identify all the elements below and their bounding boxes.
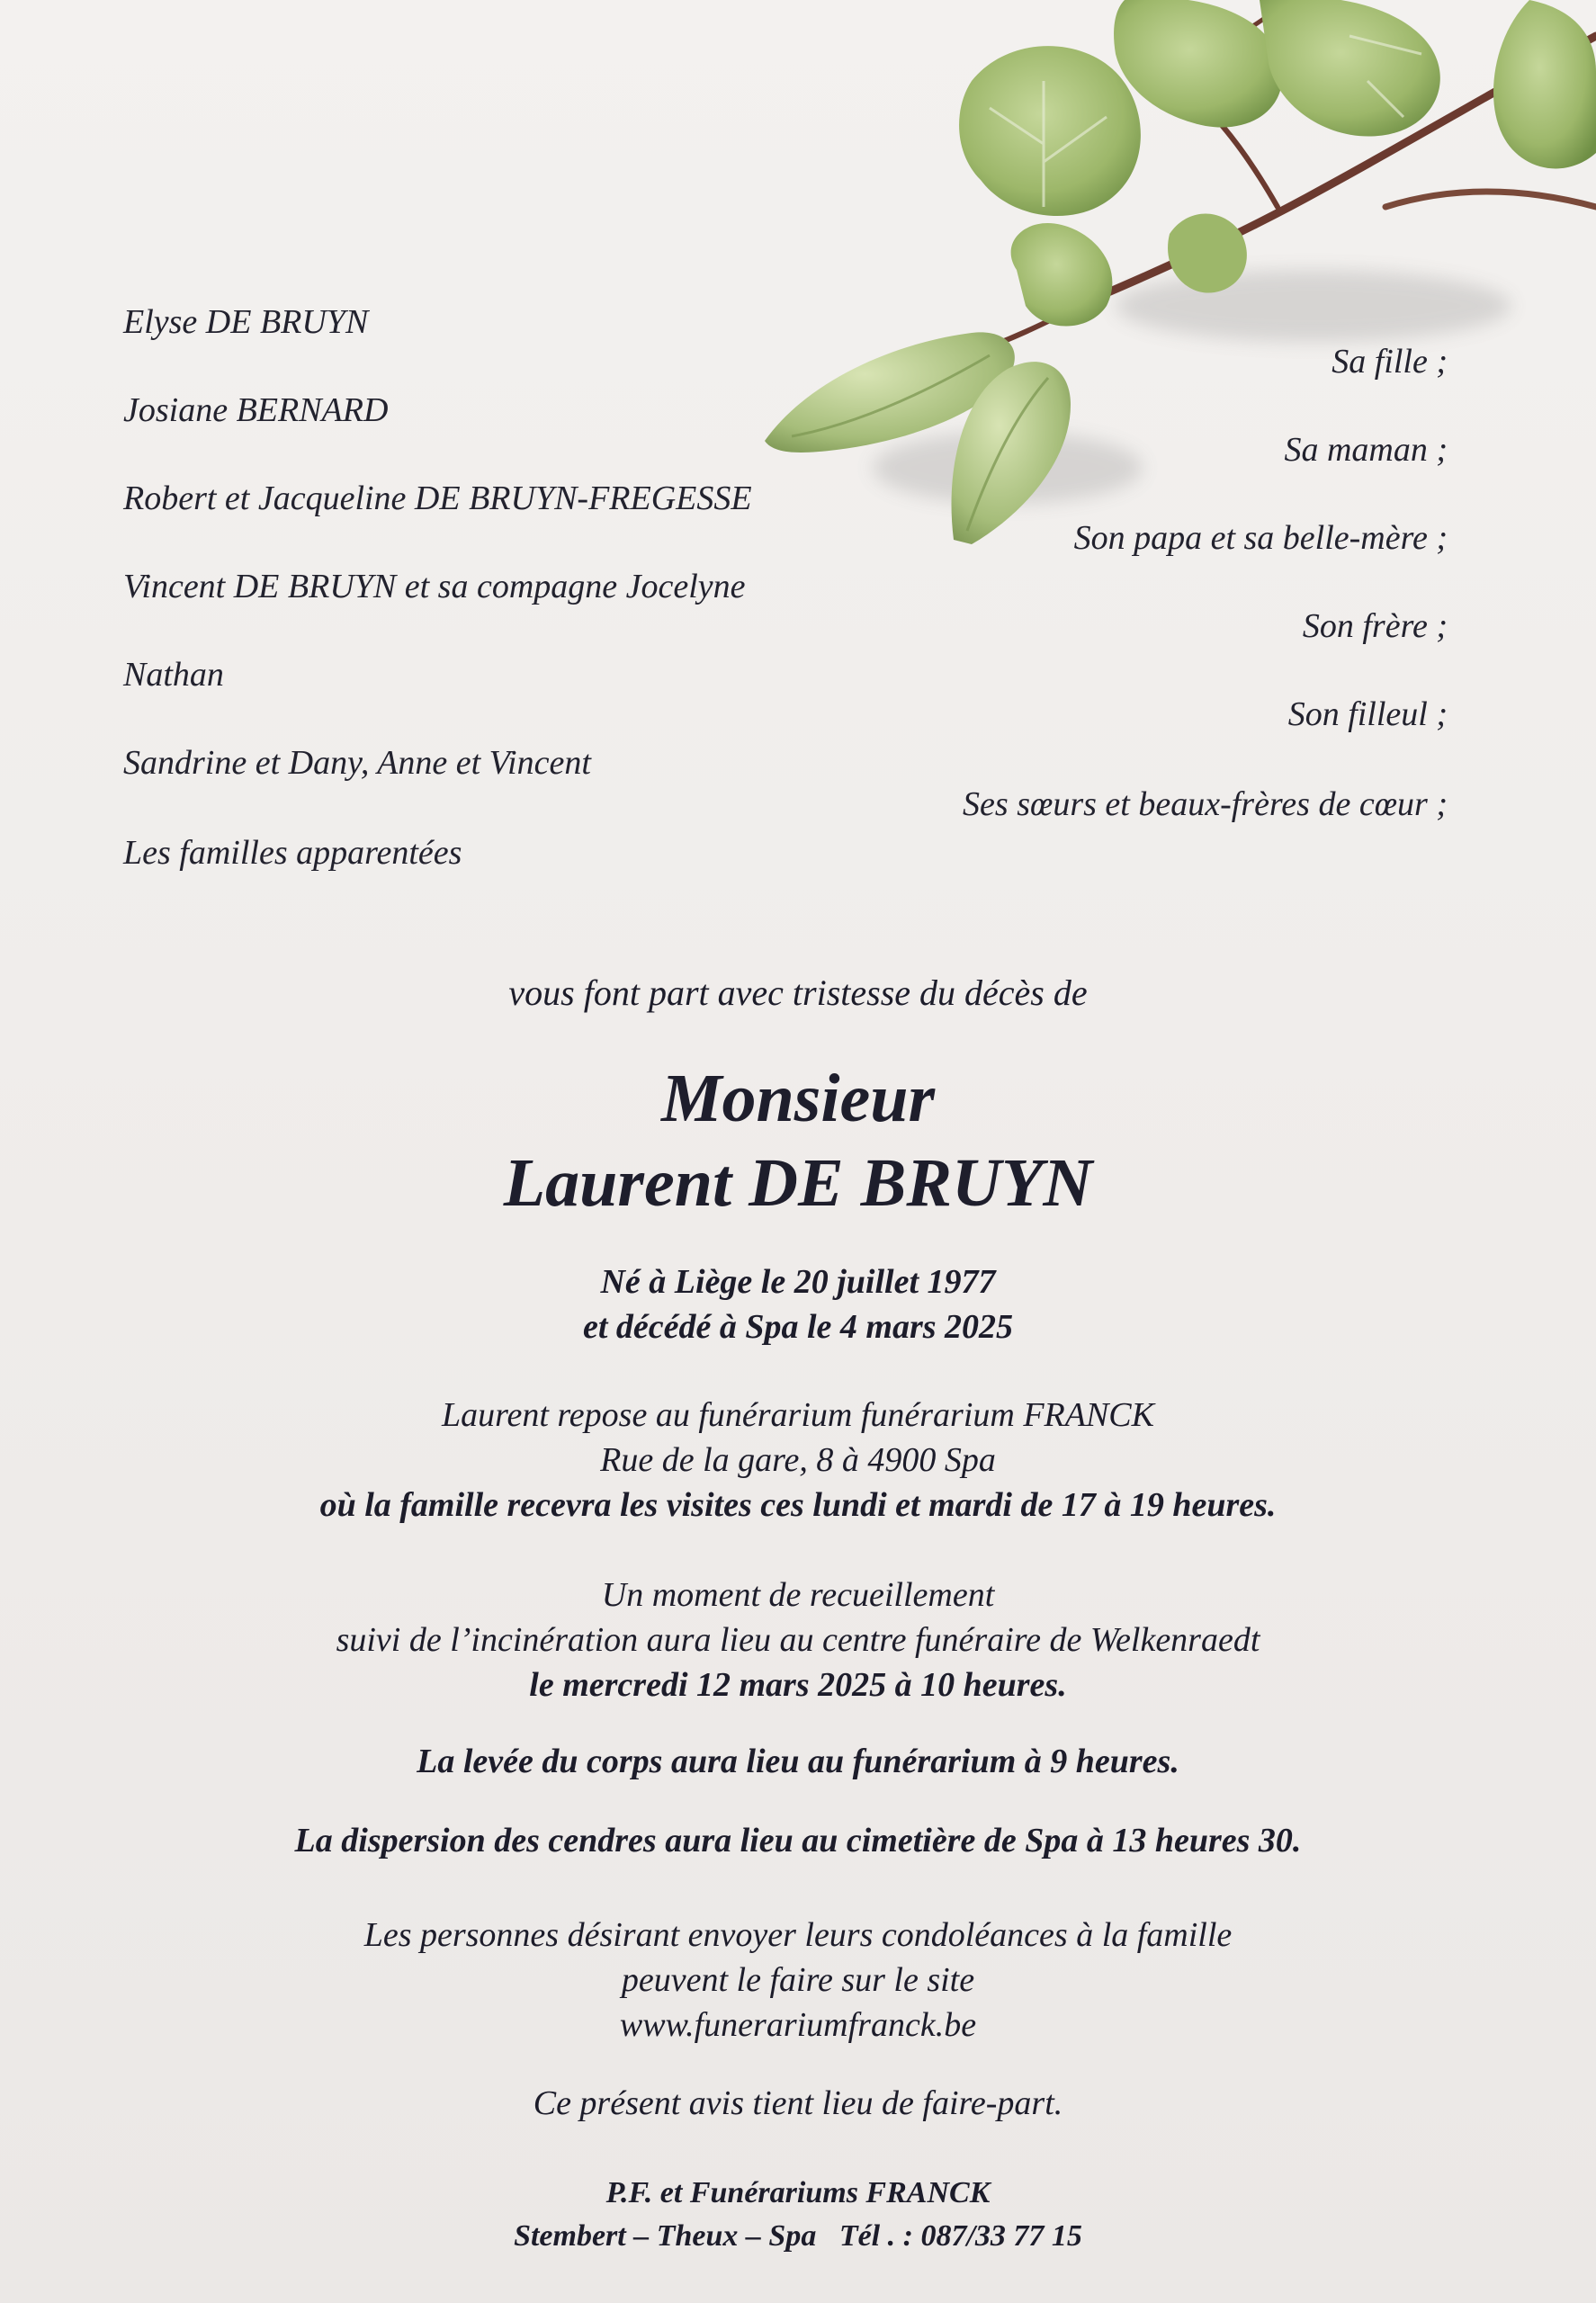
visitation-location: Laurent repose au funérarium funérarium FRANCK xyxy=(441,1396,1154,1434)
family-member-name: Vincent DE BRUYN et sa compagne Jocelyne xyxy=(123,568,746,605)
condolences-info xyxy=(0,1913,1596,2048)
condolences-line-1: Les personnes désirant envoyer leurs condoléances à la famille xyxy=(363,1916,1233,1954)
notice-text: Ce présent avis tient lieu de faire-part. xyxy=(533,2084,1063,2122)
family-member-name: Elyse DE BRUYN xyxy=(123,303,369,341)
levee-info: La levée du corps aura lieu au funérarium à 9 heures. xyxy=(417,1743,1179,1780)
ivy-branch-illustration xyxy=(738,0,1596,576)
family-member-name: Robert et Jacqueline DE BRUYN-FREGESSE xyxy=(123,479,752,517)
announcement-intro: vous font part avec tristesse du décès de xyxy=(508,972,1088,1013)
funeral-home-footer xyxy=(0,2172,1596,2258)
family-member-relation: Son papa et sa belle-mère ; xyxy=(1073,519,1448,557)
visitation-hours: où la famille recevra les visites ces lundi et mardi de 17 à 19 heures. xyxy=(319,1486,1277,1524)
deceased-name: Laurent DE BRUYN xyxy=(503,1145,1093,1221)
family-member-relation: Ses sœurs et beaux-frères de cœur ; xyxy=(963,785,1448,823)
funeral-home-name: P.F. et Funérariums FRANCK xyxy=(605,2176,991,2209)
condolences-website: www.funerariumfranck.be xyxy=(619,2006,977,2044)
family-member-name: Sandrine et Dany, Anne et Vincent xyxy=(123,744,591,782)
family-member-relation: Son frère ; xyxy=(1302,607,1448,645)
death-line: et décédé à Spa le 4 mars 2025 xyxy=(582,1308,1014,1346)
birth-line: Né à Liège le 20 juillet 1977 xyxy=(600,1263,996,1301)
family-member-name: Nathan xyxy=(123,656,224,694)
deceased-title: Monsieur xyxy=(660,1061,936,1136)
ceremony-date: le mercredi 12 mars 2025 à 10 heures. xyxy=(529,1666,1067,1704)
dispersion-info: La dispersion des cendres aura lieu au cimetière de Spa à 13 heures 30. xyxy=(294,1822,1302,1859)
family-member-relation: Sa maman ; xyxy=(1284,431,1448,469)
ceremony-line-1: Un moment de recueillement xyxy=(601,1576,995,1614)
funeral-home-contact: Stembert – Theux – Spa Tél . : 087/33 77 15 xyxy=(514,2219,1082,2253)
condolences-line-2: peuvent le faire sur le site xyxy=(621,1961,975,1999)
family-member-name: Les familles apparentées xyxy=(123,834,462,872)
ceremony-line-2: suivi de l’incinération aura lieu au centre funéraire de Welkenraedt xyxy=(336,1621,1260,1659)
visitation-address: Rue de la gare, 8 à 4900 Spa xyxy=(600,1441,996,1479)
visitation-info xyxy=(0,1393,1596,1528)
family-member-relation: Son filleul ; xyxy=(1287,695,1448,733)
birth-death-dates xyxy=(0,1259,1596,1349)
ceremony-info xyxy=(0,1573,1596,1707)
family-member-relation: Sa fille ; xyxy=(1331,343,1448,381)
family-member-name: Josiane BERNARD xyxy=(123,391,389,429)
